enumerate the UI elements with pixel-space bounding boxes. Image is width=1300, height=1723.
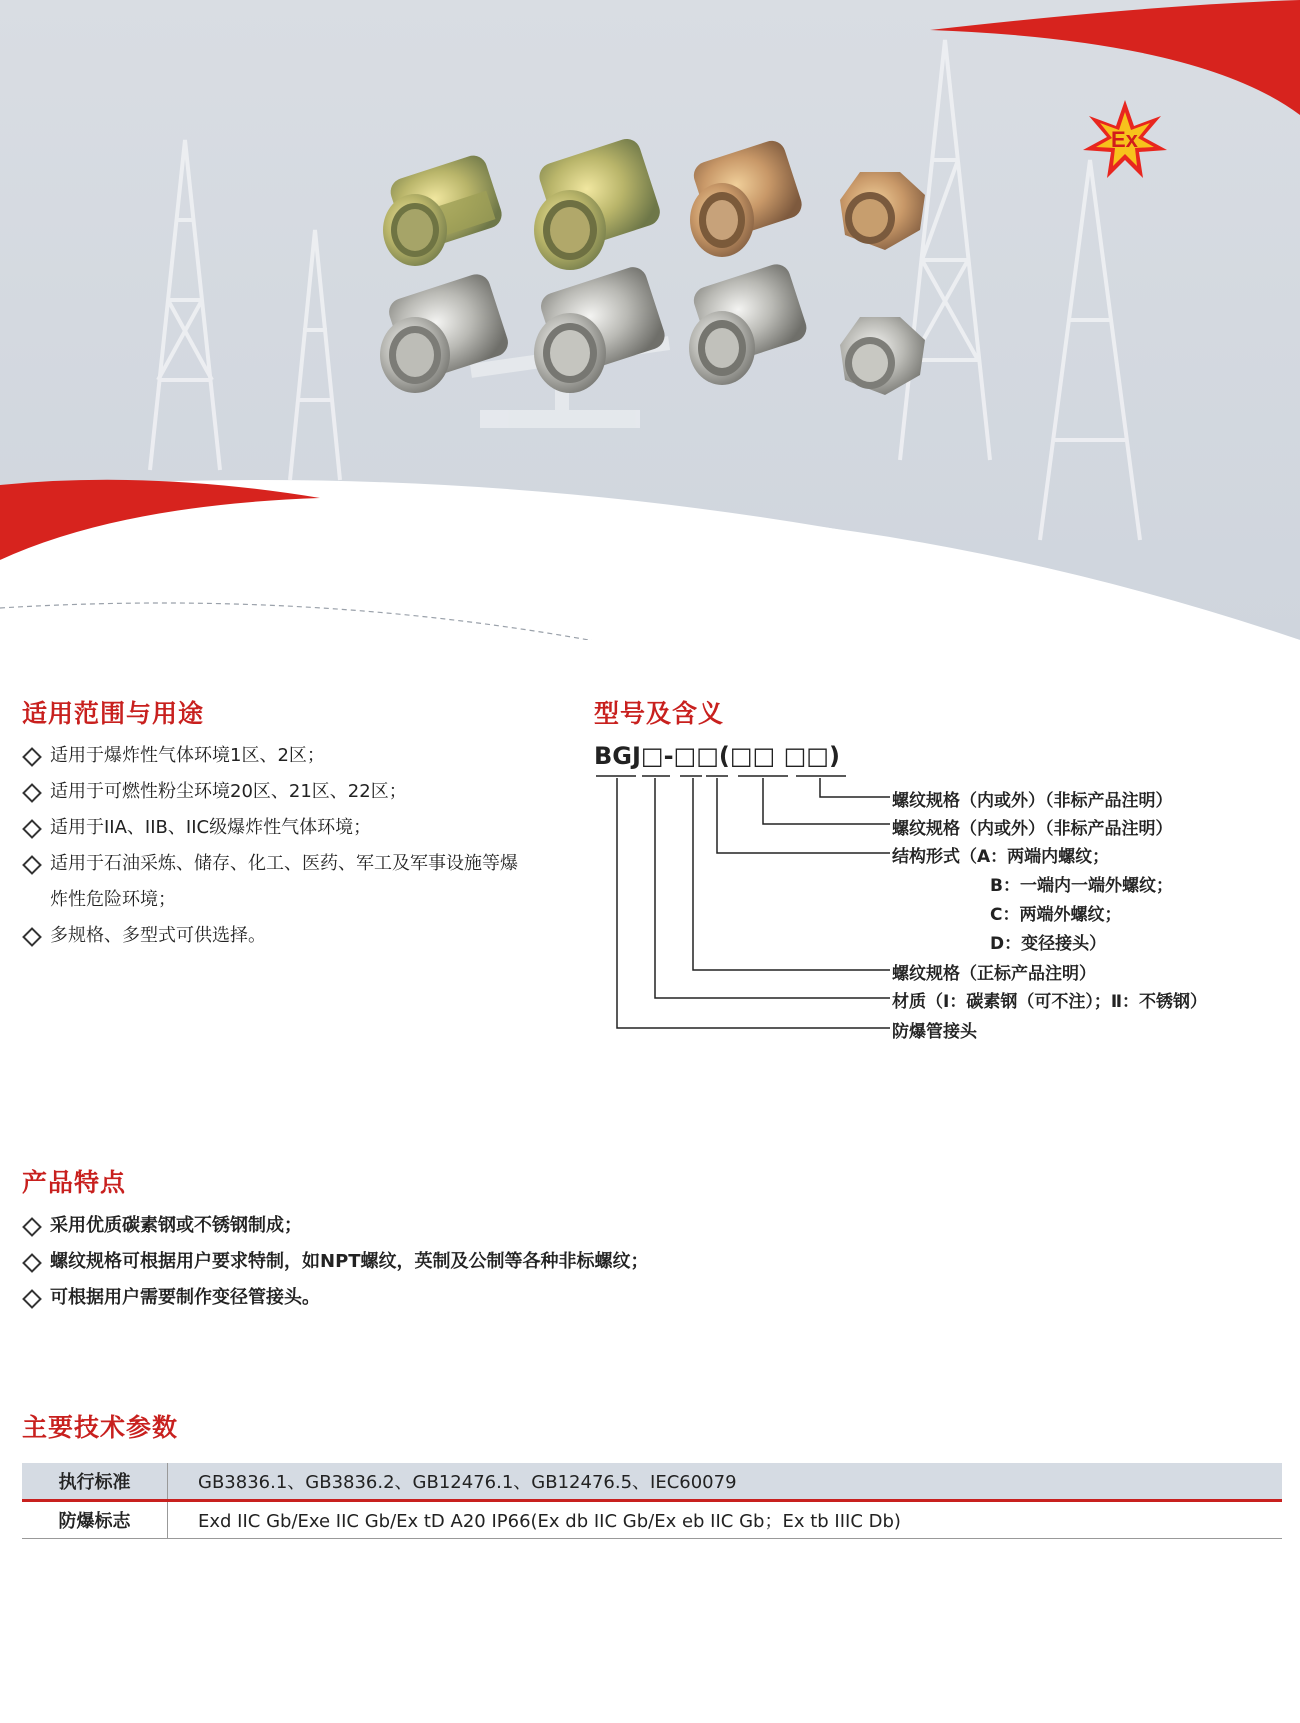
- diamond-bullet-icon: [22, 1217, 42, 1237]
- features-list: [22, 1208, 1022, 1316]
- legend-material: 材质（Ⅰ：碳素钢（可不注）；Ⅱ：不锈钢）: [892, 992, 1208, 1012]
- usage-section-title: 适用范围与用途: [22, 699, 205, 728]
- spec-value: Exd IIC Gb/Exe IIC Gb/Ex tD A20 IP66(Ex db IIC Gb/Ex eb IIC Gb；Ex tb IIIC Db): [168, 1501, 1283, 1539]
- list-item: 螺纹规格可根据用户要求特制，如NPT螺纹，英制及公制等各种非标螺纹；: [22, 1244, 1022, 1280]
- list-item: 可根据用户需要制作变径管接头。: [22, 1280, 1022, 1316]
- specs-section-title: 主要技术参数: [22, 1413, 179, 1442]
- features-section-title: 产品特点: [22, 1168, 127, 1197]
- ex-badge-label: Ex: [1111, 127, 1138, 152]
- legend-structure-a: 结构形式（A：两端内螺纹；: [892, 847, 1110, 867]
- diamond-bullet-icon: [22, 1289, 42, 1309]
- list-item: 适用于IIA、IIB、IIC级爆炸性气体环境；: [22, 810, 562, 846]
- legend-structure-d: D：变径接头）: [990, 934, 1107, 954]
- spec-key: 执行标准: [22, 1463, 168, 1501]
- specs-table: [22, 1463, 1282, 1539]
- legend-structure-b: B：一端内一端外螺纹；: [990, 876, 1173, 896]
- list-item: 适用于石油采炼、储存、化工、医药、军工及军事设施等爆炸性危险环境；: [22, 846, 530, 918]
- legend-structure-c: C：两端外螺纹；: [990, 905, 1122, 925]
- legend-thread-spec-2: 螺纹规格（内或外）（非标产品注明）: [892, 819, 1173, 839]
- list-item: 多规格、多型式可供选择。: [22, 918, 562, 954]
- list-item: 适用于可燃性粉尘环境20区、21区、22区；: [22, 774, 562, 810]
- legend-thread-spec-1: 螺纹规格（内或外）（非标产品注明）: [892, 791, 1173, 811]
- table-row: [22, 1463, 1282, 1501]
- diamond-bullet-icon: [22, 1253, 42, 1273]
- legend-product-name: 防爆管接头: [892, 1022, 977, 1042]
- list-item: 采用优质碳素钢或不锈钢制成；: [22, 1208, 1022, 1244]
- table-row: [22, 1501, 1282, 1539]
- model-section-title: 型号及含义: [594, 699, 725, 728]
- legend-thread-standard: 螺纹规格（正标产品注明）: [892, 964, 1096, 984]
- model-code: BGJ□-□□(□□ □□): [594, 742, 840, 770]
- spec-value: GB3836.1、GB3836.2、GB12476.1、GB12476.5、IEC60079: [168, 1463, 1283, 1501]
- spec-key: 防爆标志: [22, 1501, 168, 1539]
- list-item: 适用于爆炸性气体环境1区、2区；: [22, 738, 562, 774]
